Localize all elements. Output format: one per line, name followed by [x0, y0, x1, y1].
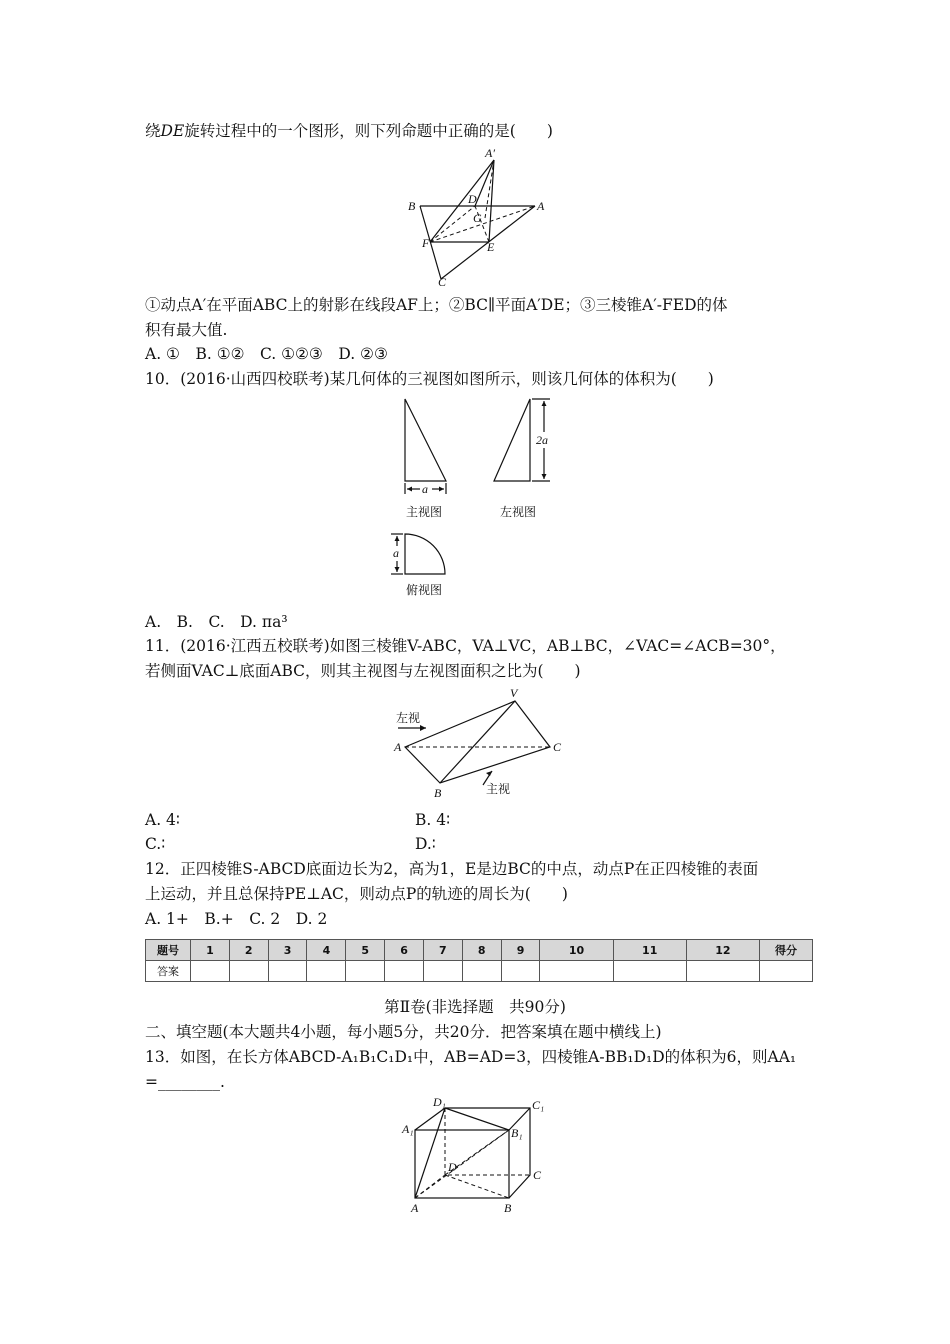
- q10-side-dim-2a: 2a: [536, 433, 548, 447]
- section2-intro: 二、填空题(本大题共4小题，每小题5分，共20分．把答案填在题中横线上): [145, 1023, 662, 1041]
- q12-options: A. 1+ B.+ C. 2 D. 2: [145, 910, 328, 928]
- answer-cell[interactable]: [613, 961, 686, 982]
- q11-label-a: A: [394, 740, 402, 754]
- q9-statement-1: ①动点A′在平面ABC上的射影在线段AF上；②BC∥平面A′DE；③三棱锥A′-FED的体: [145, 296, 728, 314]
- answer-cell[interactable]: [423, 961, 462, 982]
- answer-table-header-cell: 4: [307, 940, 346, 961]
- q11-label-b: B: [434, 786, 442, 800]
- q9-figure: [400, 148, 560, 288]
- answer-table-header-cell: 2: [229, 940, 268, 961]
- answer-cell[interactable]: [346, 961, 385, 982]
- answer-cell[interactable]: [191, 961, 230, 982]
- q13-stem-2: =________.: [145, 1073, 225, 1091]
- q9-label-a: A: [537, 199, 545, 213]
- answer-cell[interactable]: [385, 961, 424, 982]
- q10-side-caption: 左视图: [500, 505, 537, 519]
- q10-top-caption: 俯视图: [406, 583, 443, 597]
- answer-table-header-cell: 9: [501, 940, 540, 961]
- score-cell[interactable]: [760, 961, 813, 982]
- answer-table-header-cell: 3: [268, 940, 307, 961]
- answer-table-header-cell: 7: [423, 940, 462, 961]
- q13-label-b1: B₁: [511, 1126, 523, 1140]
- q13-figure: [400, 1093, 560, 1218]
- answer-table-header-cell: 8: [462, 940, 501, 961]
- answer-table-answer-row: [146, 961, 813, 982]
- q10-front-view: [398, 396, 458, 521]
- answer-table-header-cell: 10: [540, 940, 613, 961]
- q13-label-a: A: [411, 1201, 419, 1215]
- q9-label-f: F: [422, 236, 430, 250]
- q13-label-c1: C₁: [532, 1098, 545, 1112]
- answer-cell[interactable]: [229, 961, 268, 982]
- q11-option-c: C.∶: [145, 835, 166, 853]
- q11-main-view-label: 主视: [486, 782, 511, 796]
- q11-label-v: V: [510, 686, 518, 700]
- answer-table-header-cell: 得分: [760, 940, 813, 961]
- q10-front-caption: 主视图: [406, 505, 443, 519]
- section2-title: 第Ⅱ卷(非选择题 共90分): [384, 998, 566, 1016]
- answer-table-header-row: [146, 940, 813, 961]
- answer-table-header-cell: 1: [191, 940, 230, 961]
- q9-label-e: E: [487, 240, 495, 254]
- answer-cell[interactable]: [686, 961, 759, 982]
- answer-table: [145, 939, 813, 982]
- q13-label-d1: D₁: [433, 1095, 446, 1109]
- q10-top-view: [388, 530, 458, 600]
- q10-top-dim-a: a: [393, 546, 399, 560]
- answer-cell[interactable]: [462, 961, 501, 982]
- q11-option-b: B. 4∶: [415, 811, 451, 829]
- q11-stem-1: 11．(2016·江西五校联考)如图三棱锥V-ABC，VA⊥VC，AB⊥BC，∠VAC=∠ACB=30°，: [145, 637, 786, 655]
- answer-table-header-cell: 5: [346, 940, 385, 961]
- q11-stem-2: 若侧面VAC⊥底面ABC，则其主视图与左视图面积之比为( ): [145, 662, 581, 680]
- q11-option-d: D.∶: [415, 835, 436, 853]
- q13-label-c: C: [533, 1168, 542, 1182]
- q13-stem-1: 13．如图，在长方体ABCD-A₁B₁C₁D₁中，AB=AD=3，四棱锥A-BB₁D₁D的体积为6，则AA₁: [145, 1048, 797, 1066]
- q9-label-g: G: [473, 211, 482, 225]
- answer-cell[interactable]: [540, 961, 613, 982]
- answer-table-header-cell: 题号: [146, 940, 191, 961]
- answer-table-header-cell: 12: [686, 940, 759, 961]
- q9-stem: 绕DE旋转过程中的一个图形，则下列命题中正确的是( ): [145, 122, 553, 140]
- q9-label-a-prime: A′: [485, 146, 495, 160]
- q11-figure: [388, 684, 568, 800]
- q11-left-view-label: 左视: [396, 711, 421, 725]
- q13-label-b: B: [504, 1201, 512, 1215]
- answer-cell[interactable]: [268, 961, 307, 982]
- q9-options: A. ① B. ①② C. ①②③ D. ②③: [145, 345, 388, 363]
- q13-label-a1: A₁: [402, 1122, 414, 1136]
- answer-cell[interactable]: [501, 961, 540, 982]
- q11-label-c: C: [553, 740, 562, 754]
- q10-front-dim-a: a: [422, 482, 428, 496]
- q12-stem-2: 上运动，并且总保持PE⊥AC，则动点P的轨迹的周长为( ): [145, 885, 568, 903]
- q9-label-d: D: [468, 192, 477, 206]
- answer-table-header-cell: 6: [385, 940, 424, 961]
- q11-option-a: A. 4∶: [145, 811, 180, 829]
- answer-table-row-label: 答案: [146, 961, 191, 982]
- q10-side-view: [488, 396, 558, 521]
- q13-label-d: D: [448, 1160, 457, 1174]
- answer-cell[interactable]: [307, 961, 346, 982]
- answer-table-header-cell: 11: [613, 940, 686, 961]
- q12-stem-1: 12．正四棱锥S-ABCD底面边长为2，高为1，E是边BC的中点，动点P在正四棱锥的表面: [145, 860, 759, 878]
- q9-label-c: C: [438, 275, 447, 289]
- q10-options: A. B. C. D. πa³: [145, 613, 288, 631]
- q9-label-b: B: [408, 199, 416, 213]
- q10-stem: 10．(2016·山西四校联考)某几何体的三视图如图所示，则该几何体的体积为( ): [145, 370, 714, 388]
- q9-statement-2: 积有最大值.: [145, 321, 228, 339]
